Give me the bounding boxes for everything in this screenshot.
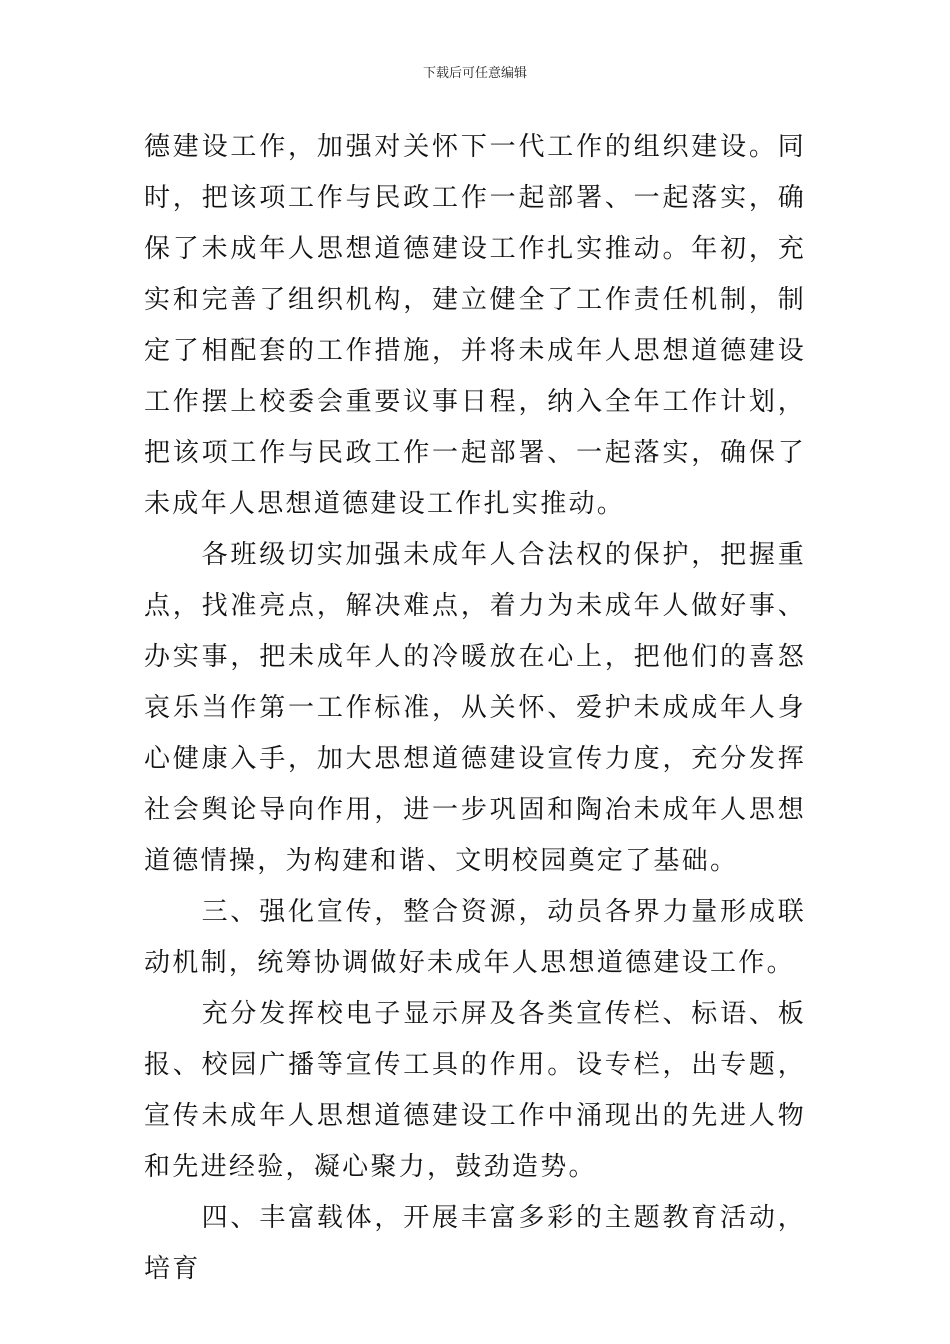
paragraph-3: 三、强化宣传，整合资源，动员各界力量形成联动机制，统筹协调做好未成年人思想道德建设工作。 <box>144 897 806 978</box>
paragraph-1: 德建设工作，加强对关怀下一代工作的组织建设。同时，把该项工作与民政工作一起部署、一起落实，确保了未成年人思想道德建设工作扎实推动。年初，充实和完善了组织机构，建立健全了工作责任机制，制定了相配套的工作措施，并将未成年人思想道德建设工作摆上校委会重要议事日程，纳入全年工作计划，把该项工作与民政工作一起部署、一起落实，确保了未成年人思想道德建设工作扎实推动。 <box>144 132 806 519</box>
paragraph-2: 各班级切实加强未成年人合法权的保护，把握重点，找准亮点，解决难点，着力为未成年人做好事、办实事，把未成年人的冷暖放在心上，把他们的喜怒哀乐当作第一工作标准，从关怀、爱护未成成年人身心健康入手，加大思想道德建设宣传力度，充分发挥社会舆论导向作用，进一步巩固和陶冶未成年人思想道德情操，为构建和谐、文明校园奠定了基础。 <box>144 540 806 876</box>
paragraph-5: 四、丰富载体，开展丰富多彩的主题教育活动，培育 <box>144 1203 806 1284</box>
paragraph-4: 充分发挥校电子显示屏及各类宣传栏、标语、板报、校园广播等宣传工具的作用。设专栏，出专题，宣传未成年人思想道德建设工作中涌现出的先进人物和先进经验，凝心聚力，鼓劲造势。 <box>144 999 806 1182</box>
document-body <box>144 122 806 1295</box>
page-header-note: 下载后可任意编辑 <box>422 66 527 81</box>
